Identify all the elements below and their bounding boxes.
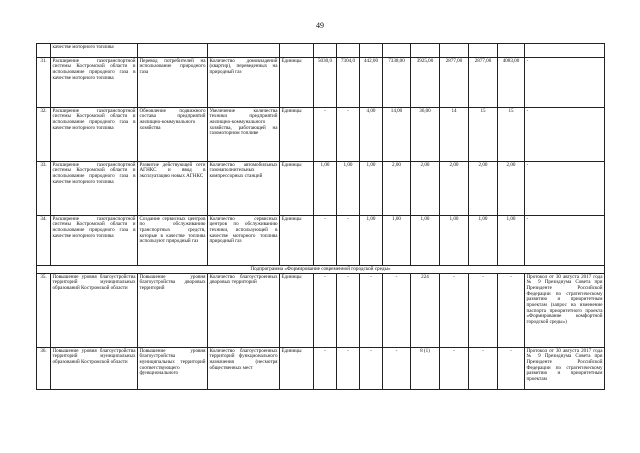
section-header-row bbox=[37, 266, 605, 274]
page-number: 49 bbox=[316, 21, 324, 30]
value-cell: 1,00 bbox=[411, 216, 440, 266]
value-cell: 2877,00 bbox=[469, 58, 498, 108]
value-cell: 224 bbox=[411, 274, 440, 348]
value-cell: 2,00 bbox=[498, 162, 525, 216]
value-cell: 14,00 bbox=[383, 108, 411, 162]
note-cell: - bbox=[525, 162, 605, 216]
value-cell: - bbox=[440, 274, 469, 348]
table-row bbox=[37, 348, 605, 390]
value-cell: 14 bbox=[440, 108, 469, 162]
value-cell: - bbox=[360, 348, 383, 390]
value-cell: 4,00 bbox=[360, 108, 383, 162]
unit-cell: Единицы bbox=[280, 216, 314, 266]
event-cell: Перевод потребителей на использование природного газа bbox=[138, 58, 208, 108]
value-cell bbox=[314, 44, 337, 58]
value-cell: 1,00 bbox=[360, 162, 383, 216]
note-cell: - bbox=[525, 58, 605, 108]
value-cell: 1,00 bbox=[469, 216, 498, 266]
event-cell: Обновление подвижного состава предприятий жилищно-коммунального хозяйства bbox=[138, 108, 208, 162]
value-cell: - bbox=[314, 274, 337, 348]
value-cell: - bbox=[469, 348, 498, 390]
event-cell: Развитие действующей сети АГНКС и ввод в эксплуатацию новых АГНКС bbox=[138, 162, 208, 216]
value-cell: 2,00 bbox=[440, 162, 469, 216]
table-body bbox=[37, 44, 605, 390]
value-cell: 1,00 bbox=[337, 162, 360, 216]
goal-cell: Расширение газотранспортной системы Костромской области и использование природного газа в качестве моторного топлива bbox=[51, 108, 138, 162]
table-row bbox=[37, 44, 605, 58]
value-cell: - bbox=[337, 274, 360, 348]
note-cell: - bbox=[525, 108, 605, 162]
row-number-cell bbox=[37, 44, 51, 58]
value-cell: 2,00 bbox=[411, 162, 440, 216]
value-cell bbox=[440, 44, 469, 58]
value-cell: 8 (1) bbox=[411, 348, 440, 390]
unit-cell: Единицы bbox=[280, 162, 314, 216]
indicator-cell: Количество сервисных центров по обслуживанию техники, использующей в качестве моторного топлива природный газ bbox=[208, 216, 280, 266]
value-cell: - bbox=[337, 216, 360, 266]
event-cell: Повышение уровня благоустройства муниципальных территорий соответствующего функционального bbox=[138, 348, 208, 390]
indicators-table bbox=[36, 43, 605, 390]
value-cell: - bbox=[498, 274, 525, 348]
row-number-cell: 35. bbox=[37, 274, 51, 348]
unit-cell: Единицы bbox=[280, 108, 314, 162]
value-cell: 5030,0 bbox=[314, 58, 337, 108]
value-cell: 3925,00 bbox=[411, 58, 440, 108]
value-cell: 15 bbox=[498, 108, 525, 162]
value-cell: 1,00 bbox=[440, 216, 469, 266]
note-cell: - bbox=[525, 216, 605, 266]
indicator-cell bbox=[208, 44, 280, 58]
value-cell: - bbox=[440, 348, 469, 390]
goal-cell: Повышение уровня благоустройства территорий муниципальных образований Костромской области bbox=[51, 274, 138, 348]
table-row bbox=[37, 162, 605, 216]
value-cell: 7304,0 bbox=[337, 58, 360, 108]
value-cell bbox=[383, 44, 411, 58]
value-cell: 7338,00 bbox=[383, 58, 411, 108]
unit-cell: Единицы bbox=[280, 274, 314, 348]
value-cell: - bbox=[337, 108, 360, 162]
row-number-cell: 33. bbox=[37, 162, 51, 216]
value-cell: 2,00 bbox=[469, 162, 498, 216]
value-cell bbox=[469, 44, 498, 58]
value-cell: 1,00 bbox=[314, 162, 337, 216]
goal-cell: Повышение уровня благоустройства территорий муниципальных образований Костромской области bbox=[51, 348, 138, 390]
event-cell: Повышение уровня благоустройства дворовых территорий bbox=[138, 274, 208, 348]
indicator-cell: Количество автомобильных газонаполнительных компрессорных станций bbox=[208, 162, 280, 216]
note-cell: Протокол от 30 августа 2017 года № 9 Президиума Совета при Президенте Российской Федерации по стратегическому развитию и приоритетным проектам bbox=[525, 348, 605, 390]
table-row bbox=[37, 108, 605, 162]
goal-cell: Расширение газотранспортной системы Костромской области и использование природного газа в качестве моторного топлива bbox=[51, 216, 138, 266]
row-number-cell: 32. bbox=[37, 108, 51, 162]
unit-cell: Единицы bbox=[280, 58, 314, 108]
value-cell: - bbox=[337, 348, 360, 390]
value-cell: 2877,00 bbox=[440, 58, 469, 108]
goal-cell: Расширение газотранспортной системы Костромской области и использование природного газа в качестве моторного топлива bbox=[51, 162, 138, 216]
value-cell: - bbox=[360, 274, 383, 348]
table-row bbox=[37, 216, 605, 266]
value-cell: - bbox=[314, 216, 337, 266]
value-cell: - bbox=[314, 348, 337, 390]
row-number-cell: 36. bbox=[37, 348, 51, 390]
table-row bbox=[37, 58, 605, 108]
value-cell: - bbox=[383, 274, 411, 348]
value-cell bbox=[360, 44, 383, 58]
indicator-cell: Количество благоустроенных территорий функционального назначения (несмотря общественных мест bbox=[208, 348, 280, 390]
value-cell: - bbox=[498, 348, 525, 390]
indicator-cell: Количество домовладений (квартир), переведенных на природный газ bbox=[208, 58, 280, 108]
row-number-cell: 34. bbox=[37, 216, 51, 266]
event-cell: Создание сервисных центров по обслуживанию транспортных средств, которые в качестве топлива используют природный газ bbox=[138, 216, 208, 266]
value-cell: - bbox=[383, 348, 411, 390]
goal-cell: Расширение газотранспортной системы Костромской области и использование природного газа в качестве моторного топлива bbox=[51, 58, 138, 108]
row-number-cell: 31. bbox=[37, 58, 51, 108]
section-title: Подпрограмма «Формирование современной городской среды» bbox=[37, 266, 605, 274]
value-cell bbox=[411, 44, 440, 58]
note-cell: Протокол от 30 августа 2017 года № 9 Президиума Совета при Президенте Российской Федерации по стратегическому развитию и приоритетным проектам (запрос на изменение паспорта приоритетного проекта «Формирование комфортной городской среды») bbox=[525, 274, 605, 348]
note-cell bbox=[525, 44, 605, 58]
value-cell: 2,00 bbox=[383, 162, 411, 216]
value-cell bbox=[337, 44, 360, 58]
value-cell: 1,00 bbox=[360, 216, 383, 266]
value-cell: 442,00 bbox=[360, 58, 383, 108]
value-cell: 15 bbox=[469, 108, 498, 162]
value-cell: - bbox=[314, 108, 337, 162]
value-cell bbox=[498, 44, 525, 58]
indicator-cell: Количество благоустроенных дворовых территорий bbox=[208, 274, 280, 348]
value-cell: - bbox=[469, 274, 498, 348]
event-cell bbox=[138, 44, 208, 58]
value-cell: 1,00 bbox=[383, 216, 411, 266]
table-row bbox=[37, 274, 605, 348]
value-cell: 36,00 bbox=[411, 108, 440, 162]
indicator-cell: Увеличение количества техники предприятий жилищно-коммунального хозяйства, работающей на газомоторном топливе bbox=[208, 108, 280, 162]
value-cell: 1,00 bbox=[498, 216, 525, 266]
goal-cell: качестве моторного топлива bbox=[51, 44, 138, 58]
value-cell: 4083,00 bbox=[498, 58, 525, 108]
unit-cell: Единицы bbox=[280, 348, 314, 390]
unit-cell bbox=[280, 44, 314, 58]
